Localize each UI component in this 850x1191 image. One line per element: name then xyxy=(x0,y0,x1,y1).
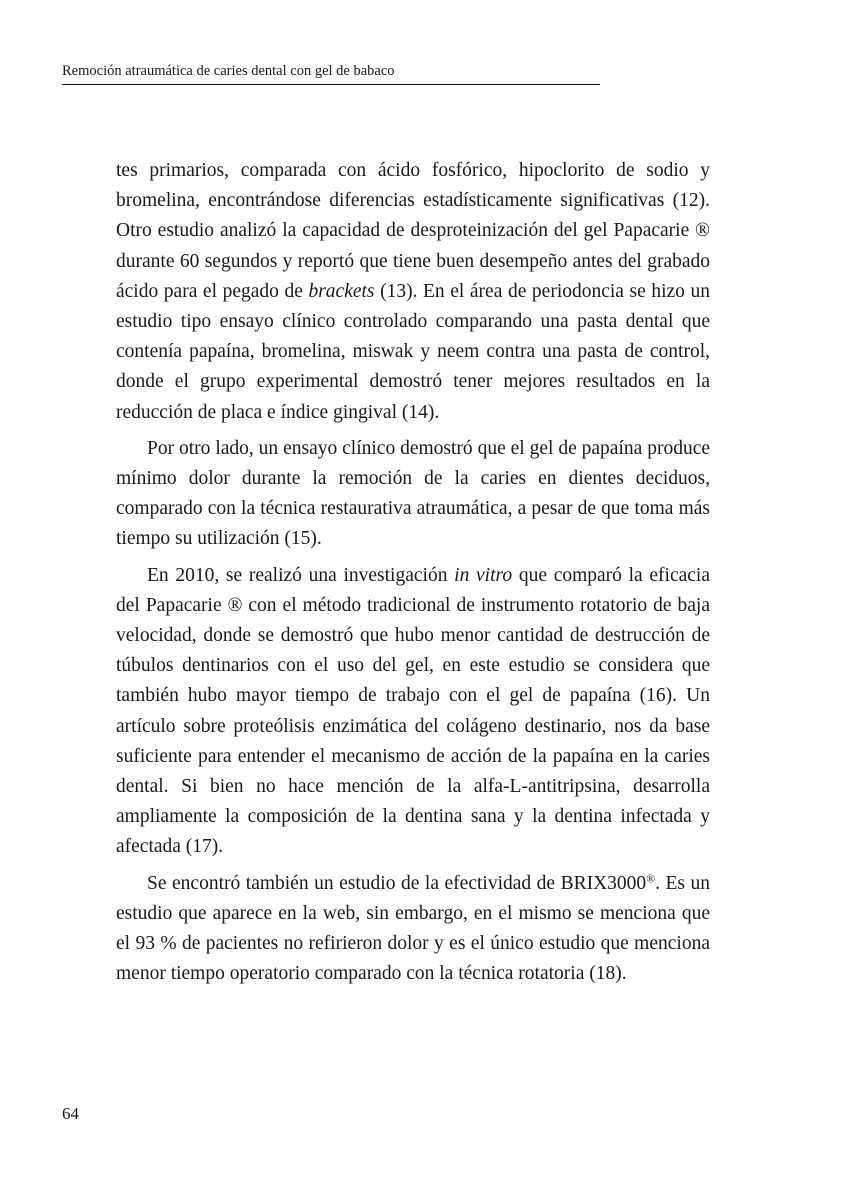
paragraph-2 xyxy=(116,434,710,555)
page-number: 64 xyxy=(62,1104,79,1123)
paragraph-3 xyxy=(116,561,710,863)
paragraph-3-text-a: En 2010, se realizó una investigación xyxy=(147,564,455,586)
paragraph-1-text-b: (13). En el área de periodoncia se hizo un estudio tipo ensayo clínico controlado comparando una pasta dental que contenía papaína, bromelina, miswak y neem contra una pasta de control, donde el grupo experimental demostró tener mejores resultados en la reducción de placa e índice gingival (14). xyxy=(116,280,710,423)
paragraph-4-text-a: Se encontró también un estudio de la efectividad de BRIX3000 xyxy=(147,872,647,894)
registered-mark: ® xyxy=(646,872,656,886)
paragraph-3-text-b: que comparó la eficacia del Papacarie ® con el método tradicional de instrumento rotatorio de baja velocidad, donde se demostró que hubo menor cantidad de destrucción de túbulos dentinarios con el uso del gel, en este estudio se considera que también hubo mayor tiempo de trabajo con el gel de papaína (16). Un artículo sobre proteólisis enzimática del colágeno destinario, nos da base suficiente para entender el mecanismo de acción de la papaína en la caries dental. Si bien no hace mención de la alfa-L-antitripsina, desarrolla ampliamente la composición de la dentina sana y la dentina infectada y afectada (17). xyxy=(116,564,710,858)
paragraph-1 xyxy=(116,156,710,428)
running-head: Remoción atraumática de caries dental con gel de babaco xyxy=(62,62,600,85)
paragraph-2-text: Por otro lado, un ensayo clínico demostró que el gel de papaína produce mínimo dolor durante la remoción de la caries en dientes deciduos, comparado con la técnica restaurativa atraumática, a pesar de que toma más tiempo su utilización (15). xyxy=(116,437,710,550)
paragraph-4 xyxy=(116,869,710,990)
paragraph-1-text-a: tes primarios, comparada con ácido fosfórico, hipoclorito de sodio y bromelina, encontrándose diferencias estadísticamente significativas (12). Otro estudio analizó la capacidad de desproteinización del gel Papacarie ® durante 60 segundos y reportó que tiene buen desempeño antes del grabado ácido para el pegado de xyxy=(116,160,710,302)
paragraph-1-italic-term: brackets xyxy=(308,280,375,302)
body-text xyxy=(116,156,710,995)
paragraph-4-text-b: . Es un estudio que aparece en la web, sin embargo, en el mismo se menciona que el 93 % de pacientes no refirieron dolor y es el único estudio que menciona menor tiempo operatorio comparado con la técnica rotatoria (18). xyxy=(116,872,711,985)
paragraph-3-italic-term: in vitro xyxy=(454,564,513,586)
